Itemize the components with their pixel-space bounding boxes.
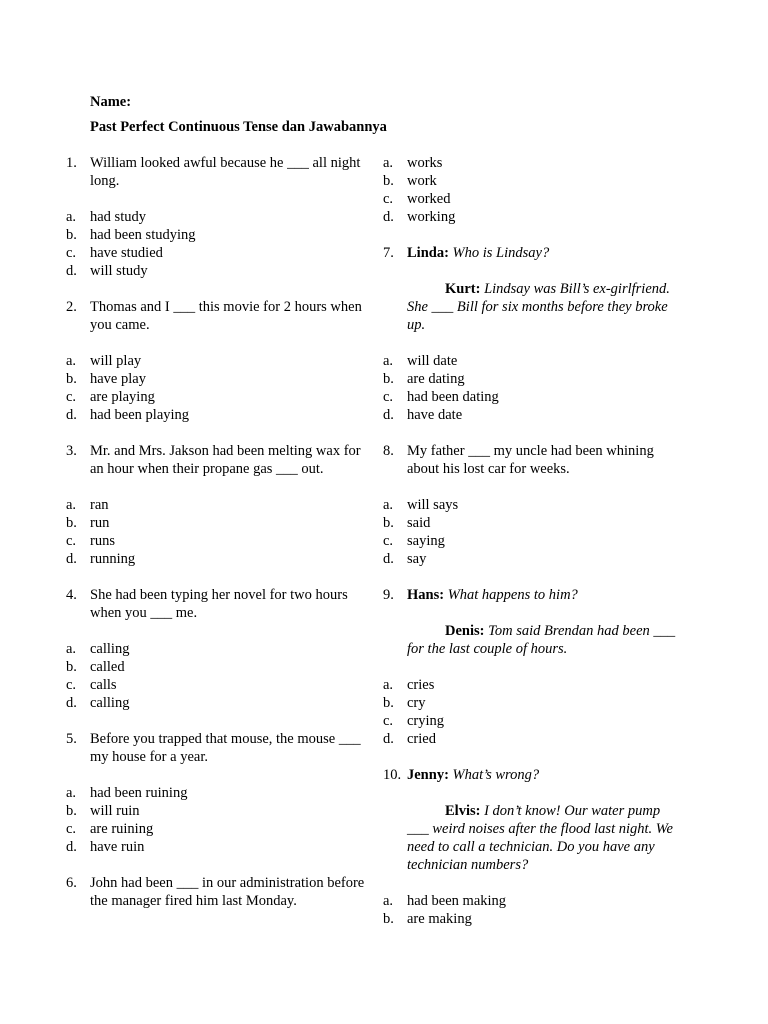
- question-number: 8.: [383, 443, 394, 459]
- options-q2: [66, 352, 366, 424]
- question-text: Thomas and I ___ this movie for 2 hours when you came.: [90, 299, 362, 333]
- options-q6: [383, 154, 683, 226]
- question-6: [66, 874, 366, 910]
- question-text: William looked awful because he ___ all night long.: [90, 155, 361, 189]
- option-b[interactable]: b. said: [383, 515, 431, 531]
- option-a[interactable]: a. works: [383, 155, 443, 171]
- question-text: Before you trapped that mouse, the mouse ___ my house for a year.: [90, 731, 361, 765]
- option-a[interactable]: a. calling: [66, 641, 130, 657]
- speaker-name: Denis:: [445, 623, 485, 639]
- option-b[interactable]: b. will ruin: [66, 803, 140, 819]
- dialog-reply: [383, 280, 683, 334]
- option-d[interactable]: d. had been playing: [66, 407, 190, 423]
- question-7: [383, 244, 683, 262]
- option-d[interactable]: d. cried: [383, 731, 436, 747]
- dialog-line: Tom said Brendan had been ___ for the last couple of hours.: [407, 623, 676, 657]
- option-c[interactable]: c. had been dating: [383, 389, 499, 405]
- question-number: 3.: [66, 443, 77, 459]
- option-b[interactable]: b. run: [66, 515, 110, 531]
- speaker-name: Kurt:: [445, 281, 481, 297]
- question-number: 1.: [66, 155, 77, 171]
- question-number: 4.: [66, 587, 77, 603]
- question-number: 5.: [66, 731, 77, 747]
- dialog-line: Who is Lindsay?: [452, 245, 550, 261]
- dialog-reply: [383, 622, 683, 658]
- options-q8: [383, 496, 683, 568]
- speaker-name: Elvis:: [445, 803, 481, 819]
- question-number: 7.: [383, 245, 394, 261]
- question-3: [66, 442, 366, 478]
- question-10: [383, 766, 683, 784]
- question-5: [66, 730, 366, 766]
- options-q3: [66, 496, 366, 568]
- option-d[interactable]: d. have date: [383, 407, 463, 423]
- option-d[interactable]: d. working: [383, 209, 456, 225]
- question-1: [66, 154, 366, 190]
- option-a[interactable]: a. cries: [383, 677, 435, 693]
- dialog-line: What’s wrong?: [452, 767, 540, 783]
- question-text: My father ___ my uncle had been whining about his lost car for weeks.: [407, 443, 654, 477]
- option-b[interactable]: b. have play: [66, 371, 146, 387]
- question-number: 6.: [66, 875, 77, 891]
- left-column: [66, 154, 366, 910]
- option-c[interactable]: c. are playing: [66, 389, 155, 405]
- name-label: Name:: [90, 94, 132, 110]
- speaker-name: Jenny:: [407, 767, 449, 783]
- option-d[interactable]: d. calling: [66, 695, 130, 711]
- option-b[interactable]: b. had been studying: [66, 227, 196, 243]
- option-b[interactable]: b. called: [66, 659, 125, 675]
- option-a[interactable]: a. will play: [66, 353, 142, 369]
- option-a[interactable]: a. had been making: [383, 893, 507, 909]
- options-q1: [66, 208, 366, 280]
- option-c[interactable]: c. saying: [383, 533, 445, 549]
- question-8: [383, 442, 683, 478]
- speaker-name: Hans:: [407, 587, 445, 603]
- dialog-line: Lindsay was Bill’s ex-girlfriend. She ___ Bill for six months before they broke up.: [407, 281, 670, 333]
- options-q9: [383, 676, 683, 748]
- option-a[interactable]: a. had study: [66, 209, 146, 225]
- option-a[interactable]: a. will says: [383, 497, 459, 513]
- options-q10: [383, 892, 683, 928]
- question-number: 10.: [383, 767, 402, 783]
- speaker-name: Linda:: [407, 245, 449, 261]
- option-d[interactable]: d. have ruin: [66, 839, 145, 855]
- question-4: [66, 586, 366, 622]
- right-column: [383, 154, 683, 928]
- question-number: 9.: [383, 587, 394, 603]
- question-number: 2.: [66, 299, 77, 315]
- option-a[interactable]: a. had been ruining: [66, 785, 188, 801]
- option-c[interactable]: c. runs: [66, 533, 115, 549]
- option-b[interactable]: b. cry: [383, 695, 426, 711]
- option-c[interactable]: c. calls: [66, 677, 117, 693]
- options-q5: [66, 784, 366, 856]
- document-title: Past Perfect Continuous Tense dan Jawabannya: [90, 119, 387, 135]
- option-d[interactable]: d. running: [66, 551, 136, 567]
- dialog-line: What happens to him?: [447, 587, 578, 603]
- question-text: She had been typing her novel for two hours when you ___ me.: [90, 587, 348, 621]
- option-a[interactable]: a. will date: [383, 353, 458, 369]
- dialog-reply: [383, 802, 683, 874]
- option-c[interactable]: c. crying: [383, 713, 445, 729]
- question-2: [66, 298, 366, 334]
- option-c[interactable]: c. worked: [383, 191, 451, 207]
- options-q4: [66, 640, 366, 712]
- question-9: [383, 586, 683, 604]
- dialog-line: I don’t know! Our water pump ___ weird noises after the flood last night. We need to call a technician. Do you have any technician numbers?: [407, 803, 673, 873]
- option-b[interactable]: b. are making: [383, 911, 472, 927]
- option-b[interactable]: b. are dating: [383, 371, 465, 387]
- question-text: Mr. and Mrs. Jakson had been melting wax for an hour when their propane gas ___ out.: [90, 443, 361, 477]
- option-c[interactable]: c. are ruining: [66, 821, 154, 837]
- options-q7: [383, 352, 683, 424]
- question-text: John had been ___ in our administration before the manager fired him last Monday.: [90, 875, 365, 909]
- option-a[interactable]: a. ran: [66, 497, 109, 513]
- option-b[interactable]: b. work: [383, 173, 437, 189]
- option-d[interactable]: d. say: [383, 551, 427, 567]
- option-c[interactable]: c. have studied: [66, 245, 163, 261]
- option-d[interactable]: d. will study: [66, 263, 148, 279]
